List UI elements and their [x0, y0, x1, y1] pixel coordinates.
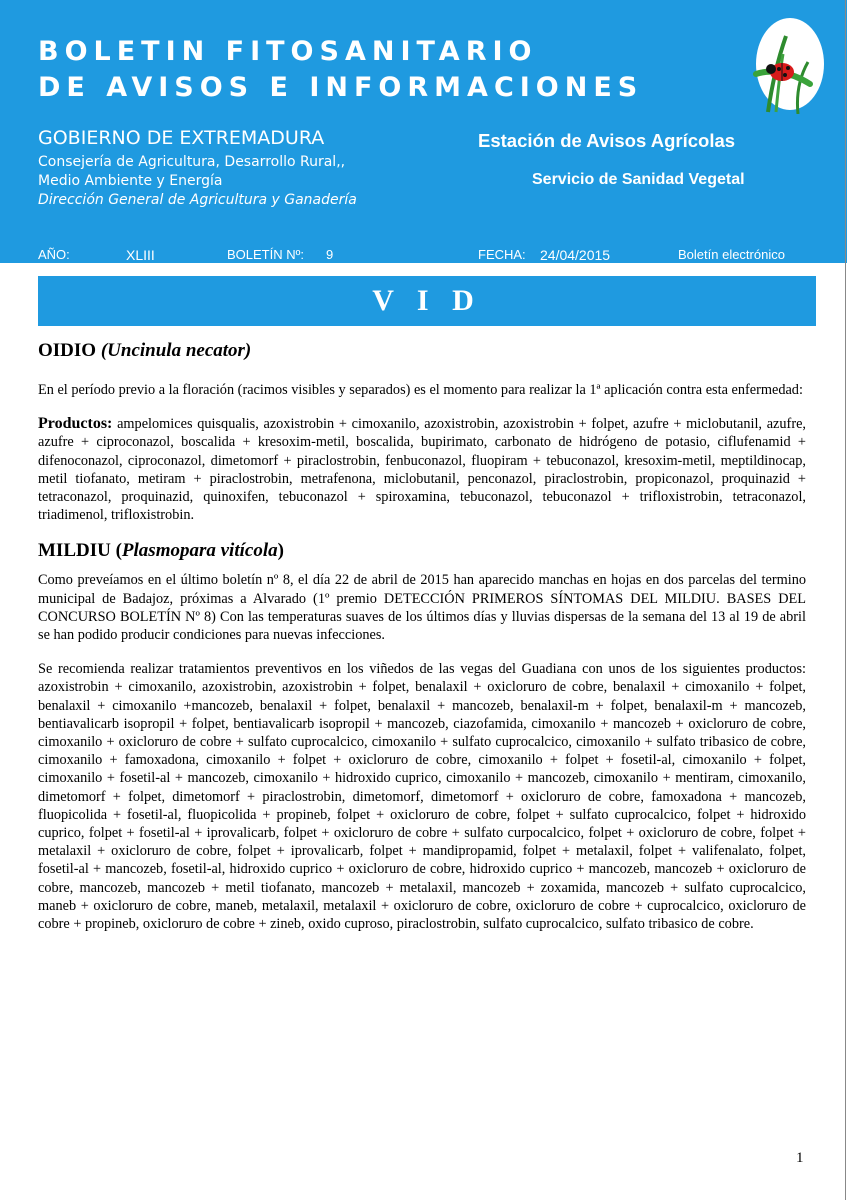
- fecha-value: 24/04/2015: [540, 247, 611, 263]
- mildiu-paragraph-1: Como preveíamos en el último boletín nº 8, el día 22 de abril de 2015 han aparecido manchas en hojas en dos parcelas del termino municipal de Badajoz, próximas a Alvarado (1º premio DETECCIÓN PRIMEROS SÍNTOMAS DEL MILDIU. BASES DEL CONCURSO BOLETÍN Nº 8) Con las temperaturas suaves de los últimos días y lluvias dispersas de la semana del 13 al 19 de abril se han podido producir condiciones para nuevas infecciones.: [38, 572, 806, 644]
- consejeria-line-2: Medio Ambiente y Energía: [38, 173, 223, 189]
- oidio-heading: [38, 338, 806, 364]
- ano-label: AÑO:: [38, 247, 70, 262]
- bulletin-header: [0, 0, 847, 263]
- direccion-label: Dirección General de Agricultura y Ganadería: [38, 192, 357, 208]
- page-number: 1: [796, 1150, 804, 1166]
- title-line-1: BOLETIN FITOSANITARIO: [38, 36, 538, 67]
- oidio-intro: En el período previo a la floración (racimos visibles y separados) es el momento para realizar la 1ª aplicación contra esta enfermedad:: [38, 382, 803, 398]
- page-edge-divider: [845, 0, 846, 1200]
- mildiu-heading-close: ): [277, 540, 284, 562]
- gobierno-label: GOBIERNO DE EXTREMADURA: [38, 127, 325, 149]
- servicio-label: Servicio de Sanidad Vegetal: [532, 171, 745, 188]
- title-line-2: DE AVISOS E INFORMACIONES: [38, 72, 644, 103]
- ladybug-on-leaf-icon: [738, 14, 828, 114]
- boletin-label: BOLETÍN Nº:: [227, 247, 304, 262]
- oidio-productos: [38, 415, 806, 524]
- mildiu-heading-name: MILDIU (: [38, 540, 122, 562]
- bulletin-title: [38, 34, 643, 106]
- consejeria-label: [38, 153, 345, 191]
- consejeria-line-1: Consejería de Agricultura, Desarrollo Rural,,: [38, 154, 346, 170]
- mildiu-paragraph-2: Se recomienda realizar tratamientos preventivos en los viñedos de las vegas del Guadiana con unos de los siguientes productos: azoxistrobin + cimoxanilo, azoxistrobin, azoxistrobin + folpet, benalaxil + oxicloruro de cobre, benalaxil + cimoxanilo + folpet, benalaxil + cimoxanilo +mancozeb, benalaxil + folpet, benalaxil + mancozeb, benalaxil-m + folpet, benalaxil-m + mancozeb, bentiavalicarb isopropil + folpet, bentiavalicarb isopropil + mancozeb, ciazofamida, cimoxanilo + mancozeb + oxicloruro de cobre, cimoxanilo + oxicloruro de cobre + sulfato cuprocalcico, cimoxanilo + sulfato cuprocalcico, cimoxanilo + sulfato tribasico de cobre, cimoxanilo + famoxadona, cimoxanilo + folpet + oxicloruro de cobre, cimoxanilo + folpet + fosetil-al, cimoxanilo + folpet, cimoxanilo + fosetil-al + mancozeb, cimoxanilo + hidroxido cuprico, cimoxanilo + mancozeb, cimoxanilo + mentiram, cimoxanilo, dimetomorf + folpet, dimetomorf + piraclostrobin, dimetomorf, dimetomorf + oxicloruro de cobre, famoxadona + mancozeb, fluopicolida + fosetil-al, fluopicolida + propineb, folpet + oxicloruro de cobre, folpet + sulfato cuprocalcico, folpet + hidroxido cuprico, folpet + fosetil-al + iprovalicarb, folpet + oxicloruro de cobre + sulfato curpocalcico, folpet + oxicloruro de cobre, folpet + metalaxil + oxicloruro de cobre, folpet + iprovalicarb, folpet + mandipropamid, folpet + metalaxil, folpet + valifenalato, folpet, fosetil-al + mancozeb, fosetil-al, hidroxido cuprico + oxicloruro de cobre, hidroxido cuprico + mancozeb, mancozeb + oxicloruro de cobre, mancozeb, mancozeb + metil tiofanato, mancozeb + metalaxil, mancozeb + zoxamida, mancozeb + sulfato cuprocalcico, maneb + oxicloruro de cobre, maneb, metalaxil, metalaxil + oxicloruro de cobre, oxicloruro de cobre + cuprocalcico, oxicloruro de cobre + propineb, oxicloruro de cobre + zineb, oxido cuproso, piraclostrobin, sulfato cuprocalcico, sulfato tribasico de cobre.: [38, 661, 806, 933]
- mildiu-heading-latin: Plasmopara vitícola: [121, 540, 278, 562]
- boletin-tipo: Boletín electrónico: [678, 247, 785, 262]
- estacion-label: Estación de Avisos Agrícolas: [478, 130, 736, 151]
- oidio-heading-name: OIDIO: [38, 340, 101, 361]
- fecha-label: FECHA:: [478, 247, 526, 262]
- boletin-value: 9: [326, 247, 334, 262]
- ano-value: XLIII: [126, 247, 155, 263]
- section-banner-vid: V I D: [38, 276, 816, 326]
- oidio-heading-latin: (Uncinula necator): [100, 340, 252, 361]
- productos-label: Productos:: [38, 415, 113, 433]
- productos-text: ampelomices quisqualis, azoxistrobin + cimoxanilo, azoxistrobin, azoxistrobin + folpet, azufre + miclobutanil, azufre, azufre + ciproconazol, boscalida + kresoxim-metil, boscalida, bupirimato, carbonato de hidrógeno de potasio, ciflufenamid + difenoconazol, ciproconazol, dimetomorf + piraclostrobin, fenbuconazol, fluopiram + tebuconazol, kresoxim-metil, meptildinocap, metil tiofanato, metiram + piraclostrobin, metrafenona, miclobutanil, penconazol, piraclostrobin, propiconazol, proquinazid + tetraconazol, proquinazid, quinoxifen, tebuconazol + spiroxamina, tebuconazol, tebuconazol + trifloxistrobin, tetraconazol, triadimenol, trifloxistrobin.: [38, 416, 806, 524]
- bulletin-content: [38, 338, 806, 933]
- mildiu-heading: [38, 538, 806, 564]
